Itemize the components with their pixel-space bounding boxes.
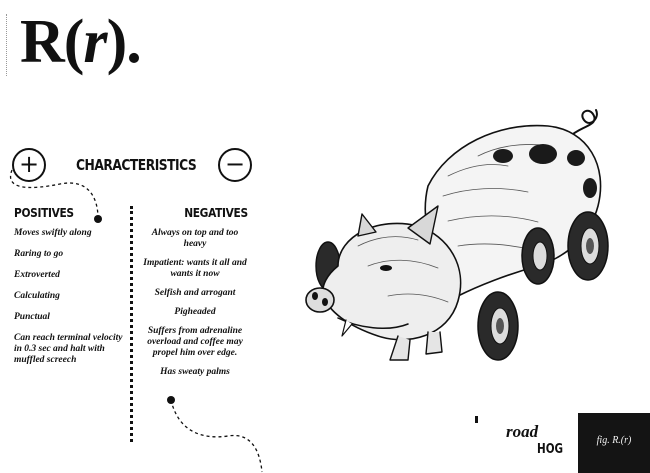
positives-heading: POSITIVES <box>14 205 74 220</box>
positive-item: Moves swiftly along <box>14 228 92 238</box>
negatives-list <box>140 228 250 386</box>
pig-eye <box>380 265 392 271</box>
pig-ear <box>358 214 376 236</box>
figure-label: fig. R.(r) <box>596 435 632 446</box>
pig-car-illustration <box>298 96 618 376</box>
caption-hog: HOG <box>537 442 564 457</box>
positive-item: Calculating <box>14 291 60 301</box>
positive-item: Extroverted <box>14 270 60 280</box>
pig-spot <box>567 150 585 166</box>
title-rule <box>6 14 7 76</box>
front-wheel-right <box>478 292 518 360</box>
rear-wheel-right <box>568 212 608 280</box>
negative-item: Has sweaty palms <box>160 367 230 377</box>
negative-item: Selfish and arrogant <box>154 288 236 298</box>
negative-item: Suffers from adrenaline overload and coffee may propel him over edge. <box>147 326 243 358</box>
page-title <box>20 2 141 82</box>
column-divider <box>130 206 133 442</box>
positive-item: Punctual <box>14 312 50 322</box>
caption-road: road <box>506 422 539 441</box>
pig-spot <box>529 144 557 164</box>
characteristics-heading: CHARACTERISTICS <box>76 156 197 174</box>
rear-wheel-left <box>522 228 554 284</box>
upper-dot <box>94 215 102 223</box>
figure-label-box <box>578 413 650 473</box>
positive-item: Can reach terminal velocity in 0.3 sec and halt with muffled screech <box>14 333 123 365</box>
title-main: R( <box>20 8 84 76</box>
pig-leg <box>426 332 442 354</box>
minus-circle-icon: − <box>218 148 252 182</box>
positive-item: Raring to go <box>14 249 64 259</box>
negative-item: Impatient: wants it all and wants it now <box>143 258 247 279</box>
caption-tick <box>475 416 478 423</box>
pig-spot <box>583 178 597 198</box>
positives-list <box>14 228 126 376</box>
pig-snout <box>306 288 334 312</box>
lower-dashed-curve <box>171 400 262 472</box>
lower-dot <box>167 396 175 404</box>
negative-item: Always on top and too heavy <box>151 228 239 249</box>
pig-spot <box>493 149 513 163</box>
title-italic: r <box>83 8 107 76</box>
negatives-heading: NEGATIVES <box>184 205 248 220</box>
plus-circle-icon: + <box>12 148 46 182</box>
pig-head <box>323 223 461 339</box>
title-end: ). <box>106 8 141 76</box>
negative-item: Pigheaded <box>174 307 216 317</box>
